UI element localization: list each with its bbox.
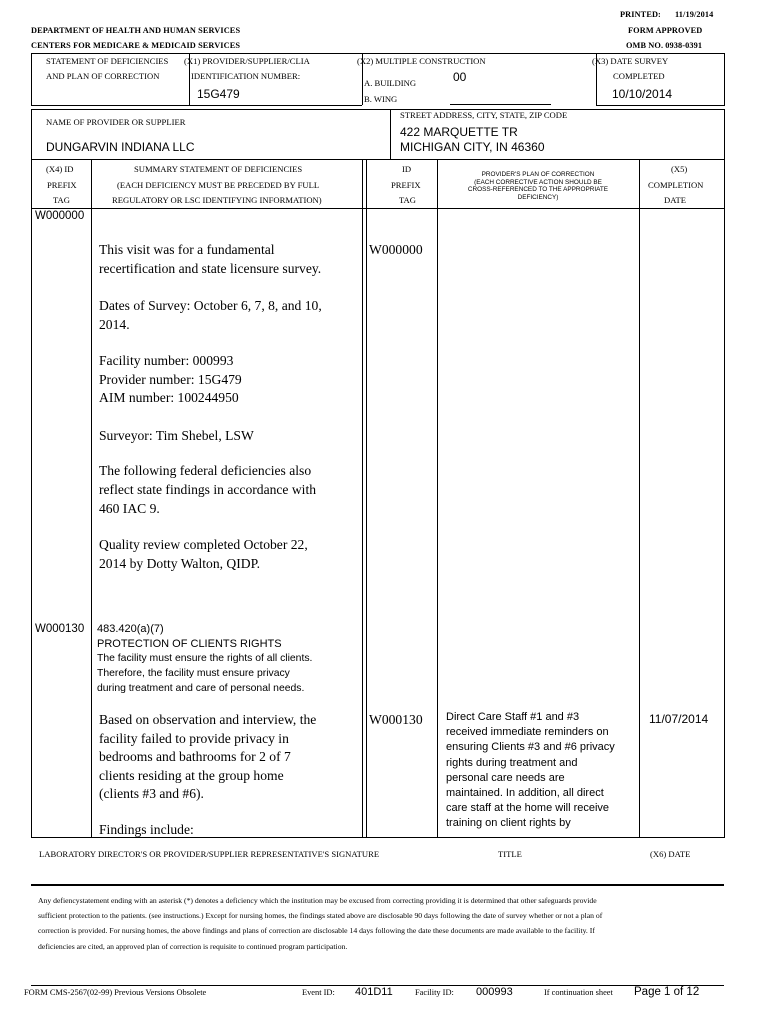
id-label-1: ID <box>402 164 412 174</box>
rule-provider-top <box>31 109 724 110</box>
title-label: TITLE <box>498 849 522 859</box>
plan-label <box>438 171 638 201</box>
intro-provider-number: Provider number: 15G479 <box>99 372 242 387</box>
col-rule-summary-2 <box>366 159 367 838</box>
form-approved: FORM APPROVED <box>628 26 703 35</box>
survey-date-value: 10/10/2014 <box>612 87 673 101</box>
tag-w000130: W000130 <box>35 623 85 635</box>
printed-label: PRINTED: <box>620 10 661 19</box>
provider-id-value: 15G479 <box>197 87 240 101</box>
rule-columns-bottom <box>31 208 724 209</box>
x5-label-2: COMPLETION <box>648 180 704 190</box>
footnote-text: Any defiencystatement ending with an asterisk (*) denotes a deficiency which the institution may be excused from correcting providing it is determined that other safeguards provide sufficient protection to the patients. (see instructions.) Except for nursing homes, the findings stated above are disclosable 90 days following the date of survey whether or not a plan of correction is provided. For nursing homes, the above findings and plans of correction are disclosable 14 days following the date these documents are made available to the facility. If deficiencies are cited, an approved plan of correction is requisite to continued program participation. <box>38 896 603 951</box>
x3-label-1: (X3) DATE SURVEY <box>592 56 669 66</box>
regulation-text: The facility must ensure the rights of all clients. Therefore, the facility must ensure privacy during treatment and care of personal needs. <box>97 653 313 694</box>
x5-label-1: (X5) <box>671 164 688 174</box>
printed-date: 11/19/2014 <box>675 10 714 19</box>
continuation-label: If continuation sheet <box>544 988 613 997</box>
regulation-title: PROTECTION OF CLIENTS RIGHTS <box>97 638 282 650</box>
wing-underline <box>450 104 551 105</box>
provider-name-label: NAME OF PROVIDER OR SUPPLIER <box>46 117 186 127</box>
address-label: STREET ADDRESS, CITY, STATE, ZIP CODE <box>400 110 568 120</box>
intro-paragraph-2: Dates of Survey: October 6, 7, 8, and 10, 2014. <box>99 298 322 332</box>
rule-left-top <box>31 53 32 105</box>
col-rule-plan <box>639 159 640 838</box>
x4-label-2: PREFIX <box>47 180 77 190</box>
summary-label-3: REGULATORY OR LSC IDENTIFYING INFORMATION) <box>112 195 322 205</box>
statement-label-1: STATEMENT OF DEFICIENCIES <box>46 56 169 66</box>
completion-date: 11/07/2014 <box>649 712 709 726</box>
col-rule-tag <box>91 159 92 838</box>
facility-id-value: 000993 <box>476 986 513 998</box>
x3-label-2: COMPLETED <box>613 71 665 81</box>
rule-columns-top <box>31 159 724 160</box>
form-id: FORM CMS-2567(02-99) Previous Versions Obsolete <box>24 988 207 997</box>
x2-label: (X2) MULTIPLE CONSTRUCTION <box>357 56 486 66</box>
page-number: Page 1 of 12 <box>634 986 700 998</box>
provider-name-value: DUNGARVIN INDIANA LLC <box>46 140 195 154</box>
rule-provider-left <box>31 109 32 159</box>
intro-paragraph-5: The following federal deficiencies also reflect state findings in accordance with 460 IAC 9. <box>99 463 317 516</box>
x1-label-2: IDENTIFICATION NUMBER: <box>191 71 301 81</box>
regulation-code: 483.420(a)(7) <box>97 623 164 635</box>
omb-number: OMB NO. 0938-0391 <box>626 41 703 50</box>
rule-provider-right <box>724 109 725 159</box>
intro-facility-number: Facility number: 000993 <box>99 353 234 368</box>
building-label: A. BUILDING <box>364 78 417 88</box>
plan-label-4: DEFICIENCY) <box>517 193 559 201</box>
x5-label-3: DATE <box>664 195 686 205</box>
centers-name: CENTERS FOR MEDICARE & MEDICAID SERVICES <box>31 41 241 50</box>
facility-id-label: Facility ID: <box>415 988 454 997</box>
col-rule-summary <box>362 159 363 838</box>
rule-top <box>31 53 724 54</box>
address-line-1: 422 MARQUETTE TR <box>400 125 518 139</box>
intro-quality-review: Quality review completed October 22, 2014 by Dotty Walton, QIDP. <box>99 537 308 571</box>
plan-label-1: PROVIDER'S PLAN OF CORRECTION <box>481 171 595 178</box>
building-value: 00 <box>453 70 467 84</box>
wing-label: B. WING <box>364 94 398 104</box>
col-rule-id <box>437 159 438 838</box>
intro-paragraph-1: This visit was for a fundamental recertification and state licensure survey. <box>99 242 322 276</box>
address-line-2: MICHIGAN CITY, IN 46360 <box>400 140 545 154</box>
event-id-value: 401D11 <box>355 986 393 998</box>
id-tag-w000130: W000130 <box>369 712 423 727</box>
x6-date-label: (X6) DATE <box>650 849 691 859</box>
summary-label-2: (EACH DEFICIENCY MUST BE PRECEDED BY FULL <box>117 180 320 190</box>
intro-aim-number: AIM number: 100244950 <box>99 390 239 405</box>
rule-under-date <box>596 105 725 106</box>
statement-label-2: AND PLAN OF CORRECTION <box>46 71 160 81</box>
finding-paragraph: Based on observation and interview, the facility failed to provide privacy in bedrooms and bathrooms for 2 of 7 clients residing at the group home (clients #3 and #6). <box>99 712 317 802</box>
intro-surveyor: Surveyor: Tim Shebel, LSW <box>99 428 254 443</box>
x1-label-1: (X1) PROVIDER/SUPPLIER/CLIA <box>184 56 310 66</box>
rule-under-statement <box>31 105 362 106</box>
plan-of-correction-text: Direct Care Staff #1 and #3 received immediate reminders on ensuring Clients #3 and #6 privacy rights during treatment and personal care needs are maintained. In addition, all direct care staff at the home will receive training on client rights by <box>446 711 615 830</box>
summary-label-1: SUMMARY STATEMENT OF DEFICIENCIES <box>134 164 303 174</box>
department-name: DEPARTMENT OF HEALTH AND HUMAN SERVICES <box>31 26 241 35</box>
rule-signature-bottom <box>31 884 724 886</box>
id-label-3: TAG <box>399 195 416 205</box>
rule-right-top <box>724 53 725 105</box>
col-rule-right <box>724 159 725 838</box>
plan-label-2: (EACH CORRECTIVE ACTION SHOULD BE <box>474 178 602 186</box>
id-label-2: PREFIX <box>391 180 421 190</box>
tag-w000000: W000000 <box>35 210 85 222</box>
plan-label-3: CROSS-REFERENCED TO THE APPROPRIATE <box>467 186 609 194</box>
col-rule-left <box>31 159 32 838</box>
findings-include: Findings include: <box>99 822 194 837</box>
x4-label-1: (X4) ID <box>46 164 74 174</box>
id-tag-w000000: W000000 <box>369 242 423 257</box>
x4-label-3: TAG <box>53 195 70 205</box>
director-signature-label: LABORATORY DIRECTOR'S OR PROVIDER/SUPPLIER REPRESENTATIVE'S SIGNATURE <box>39 849 380 859</box>
rule-provider-mid <box>390 109 391 159</box>
event-id-label: Event ID: <box>302 988 335 997</box>
